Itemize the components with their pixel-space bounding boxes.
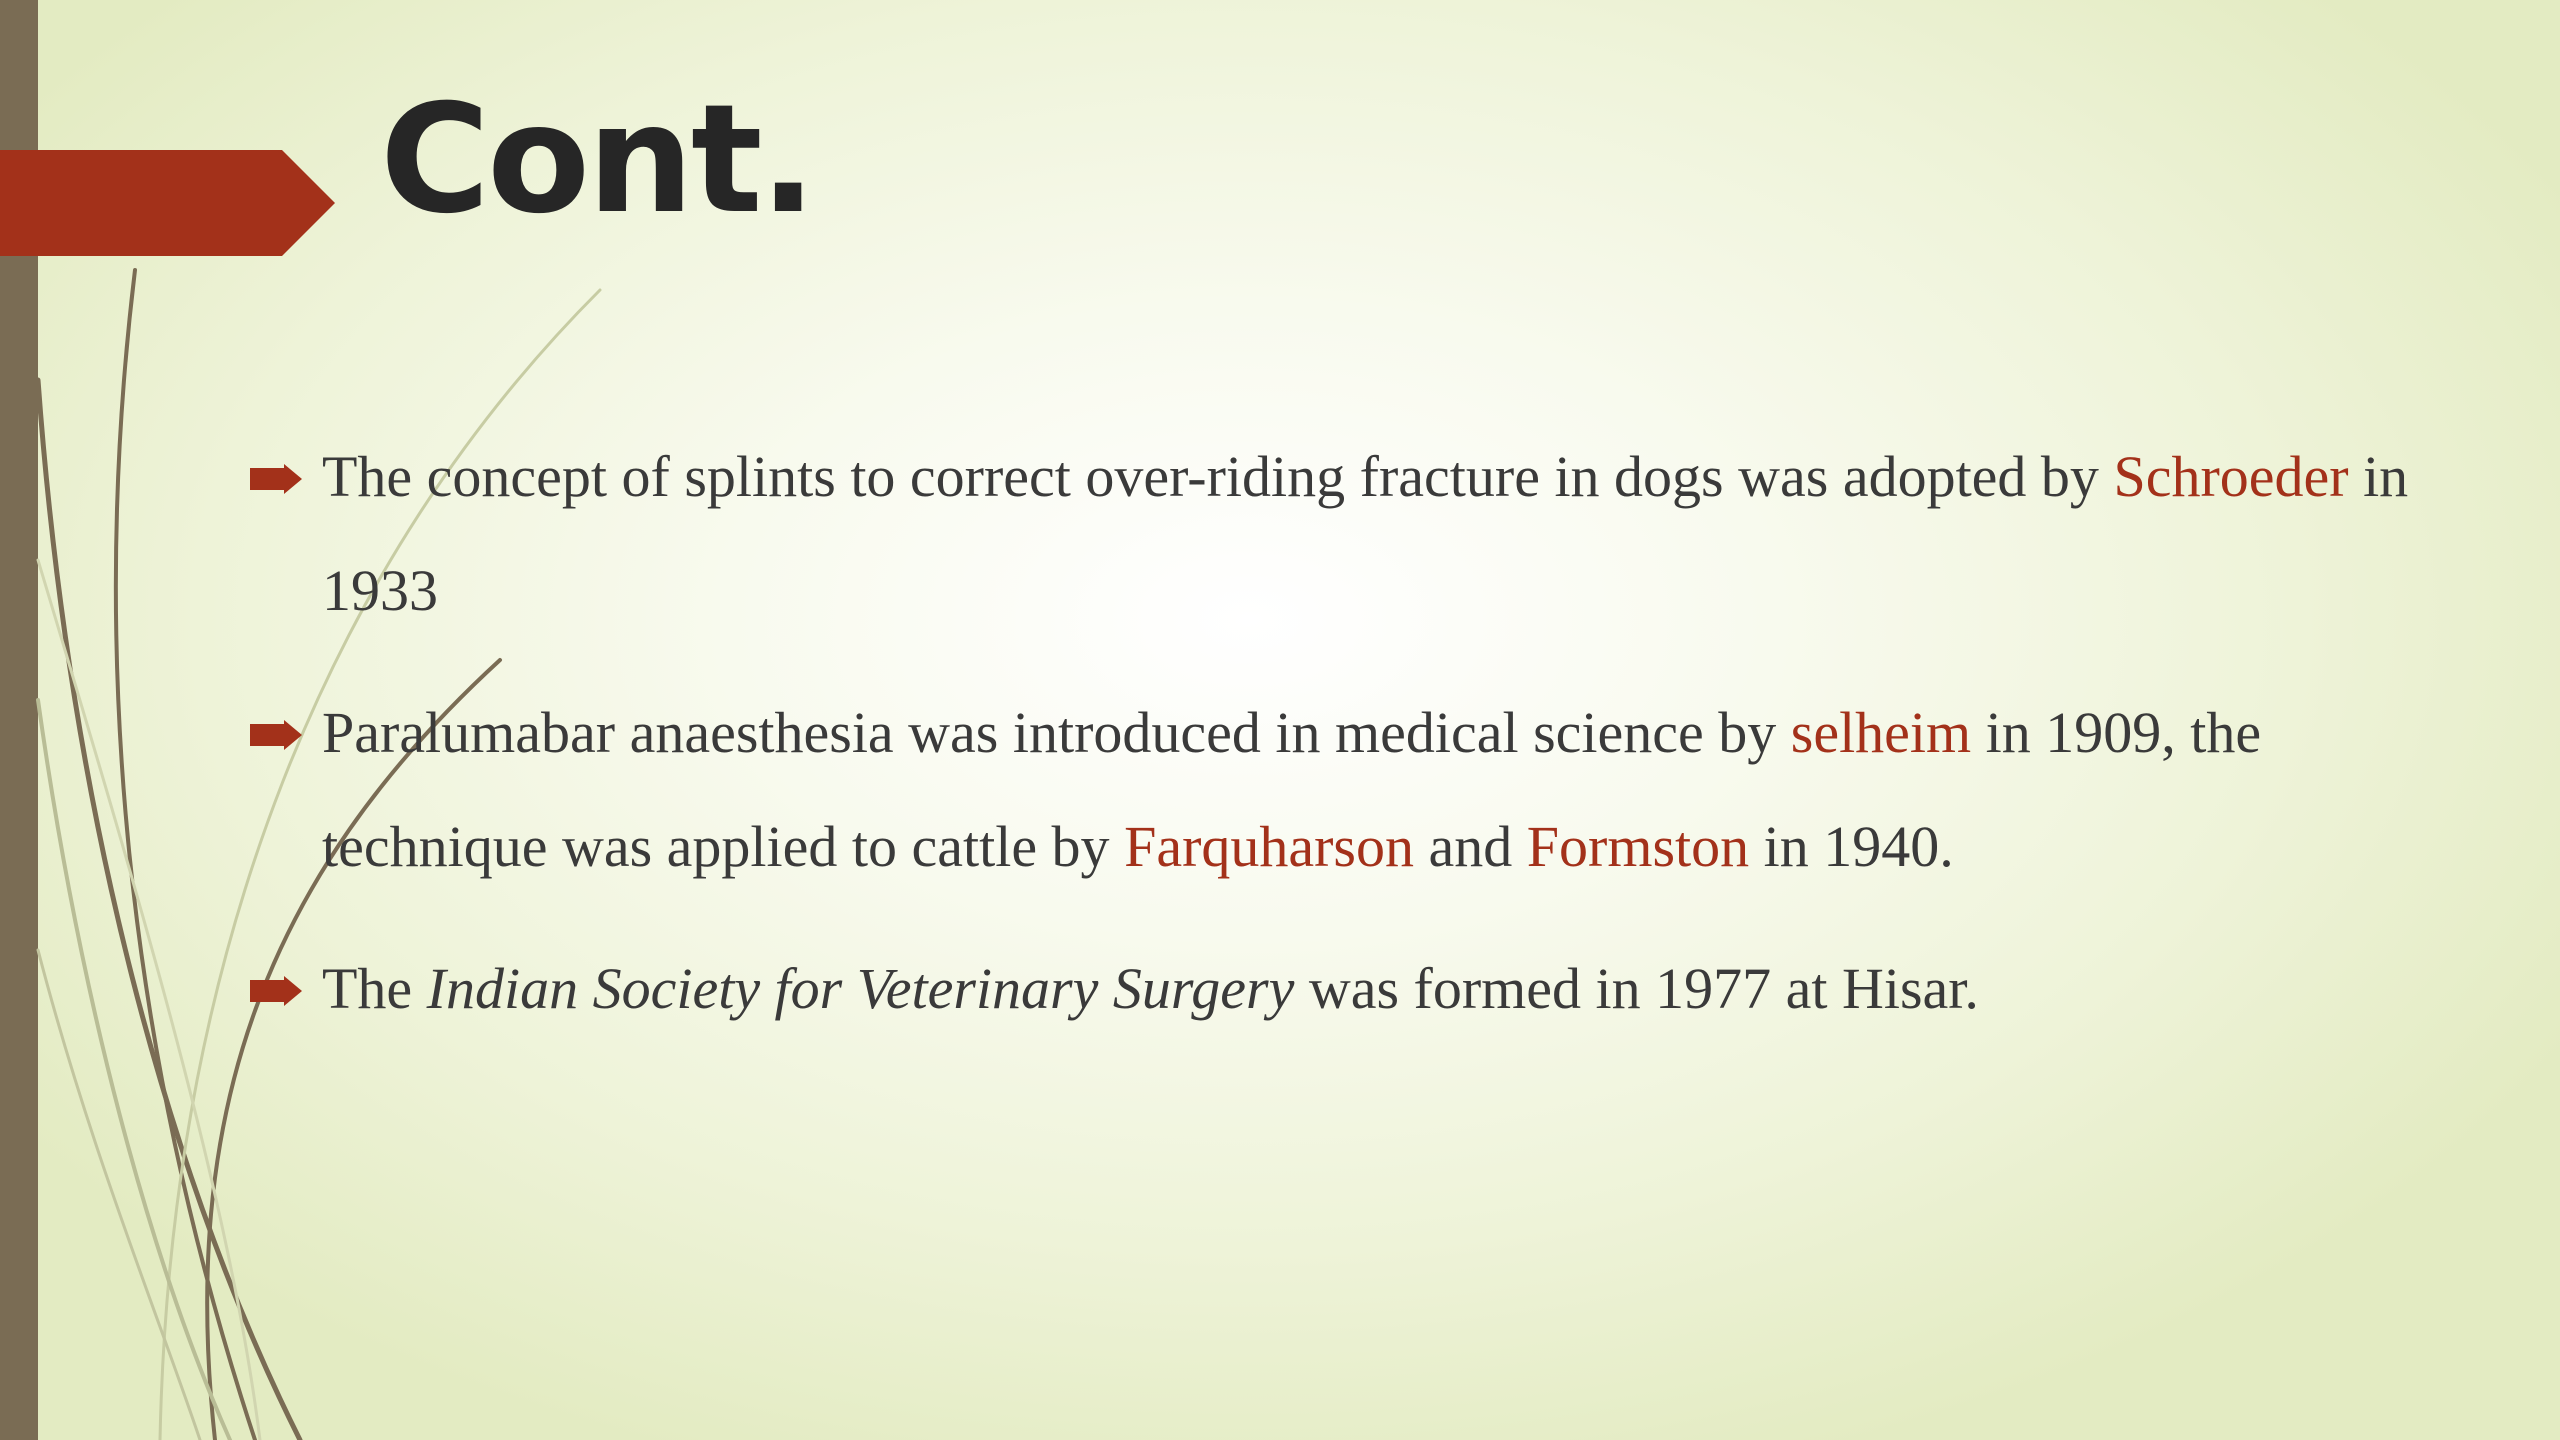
arrow-bullet-icon bbox=[250, 464, 302, 494]
arrow-bullet-icon bbox=[250, 976, 302, 1006]
bullet-item bbox=[250, 420, 2450, 648]
highlighted-name: Farquharson bbox=[1124, 814, 1415, 879]
slide-title: Cont. bbox=[380, 73, 814, 247]
bullet-item bbox=[250, 676, 2450, 904]
bullet-list bbox=[250, 420, 2450, 1074]
italic-society-name: Indian Society for Veterinary Surgery bbox=[426, 956, 1295, 1021]
bullet-text: was formed in 1977 at Hisar. bbox=[1294, 956, 1979, 1021]
bullet-text: and bbox=[1414, 814, 1527, 879]
highlighted-name: Schroeder bbox=[2113, 444, 2349, 509]
bullet-text: in 1940. bbox=[1749, 814, 1954, 879]
bullet-text: Paralumabar anaesthesia was introduced in medical science by bbox=[322, 700, 1791, 765]
highlighted-name: Formston bbox=[1526, 814, 1750, 879]
bullet-text: in 1909, the technique was applied to cattle by bbox=[322, 700, 2262, 879]
bullet-text: The concept of splints to correct over-riding fracture in dogs was adopted by bbox=[322, 444, 2114, 509]
bullet-text: in 1933 bbox=[322, 444, 2409, 623]
title-arrow-shape bbox=[0, 150, 340, 256]
bullet-text: The bbox=[322, 956, 427, 1021]
arrow-bullet-icon bbox=[250, 720, 302, 750]
highlighted-name: selheim bbox=[1790, 700, 1972, 765]
bullet-item bbox=[250, 932, 2450, 1046]
